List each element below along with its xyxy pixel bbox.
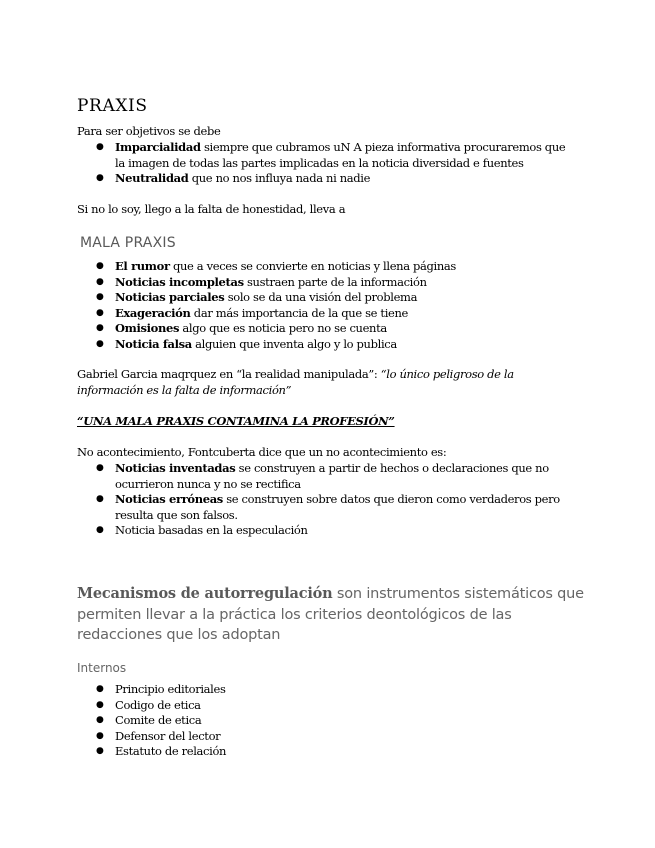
bullet-icon: ●: [96, 494, 104, 504]
bullet-icon: ●: [96, 307, 104, 318]
bullet-icon: ●: [96, 338, 104, 349]
no-acontecimiento-intro: No acontecimiento, Fontcuberta dice que un no acontecimiento es:: [77, 445, 447, 459]
motto: “UNA MALA PRAXIS CONTAMINA LA PROFESIÓN”: [77, 414, 395, 428]
heading-mala-praxis: MALA PRAXIS: [80, 235, 176, 251]
list-item: [96, 698, 226, 714]
term: Noticia falsa: [115, 336, 192, 351]
bullet-icon: ●: [96, 525, 104, 535]
term: Exageración: [115, 305, 191, 320]
praxis-list: [96, 140, 575, 187]
term: Noticias incompletas: [115, 274, 244, 289]
mala-praxis-list: [96, 259, 456, 352]
term-description: dar más importancia de la que se tiene: [190, 305, 408, 320]
term: El rumor: [115, 259, 170, 273]
term-description: algo que es noticia pero no se cuenta: [179, 321, 387, 335]
term: Neutralidad: [115, 171, 189, 185]
marquez-quote: [77, 367, 582, 398]
bullet-icon: ●: [96, 292, 104, 302]
term: Omisiones: [115, 321, 180, 335]
list-item-text: Estatuto de relación: [115, 744, 227, 758]
term: Noticias inventadas: [115, 461, 236, 475]
mecanismos-title: Mecanismos de autorregulación: [77, 585, 333, 602]
term-description: sustraen parte de la información: [243, 274, 427, 289]
term-description: solo se da una visión del problema: [224, 290, 418, 304]
quote-text: “lo único peligroso de la información es la falta de información”: [77, 367, 514, 397]
list-item-text: Principio editoriales: [115, 682, 226, 696]
list-item: [96, 492, 585, 523]
list-item: [96, 321, 456, 337]
term: Noticias erróneas: [115, 492, 223, 506]
bullet-icon: ●: [96, 261, 104, 271]
internos-heading: Internos: [77, 661, 127, 675]
mecanismos-paragraph: [77, 584, 597, 646]
bullet-icon: ●: [96, 699, 104, 710]
bullet-icon: ●: [96, 715, 104, 725]
list-item-text: Codigo de etica: [115, 697, 201, 712]
bullet-icon: ●: [96, 730, 104, 741]
no-acontecimiento-list: [96, 461, 585, 539]
list-item: [96, 140, 575, 171]
bullet-icon: ●: [96, 746, 104, 756]
list-item-text: Comite de etica: [115, 713, 202, 727]
term-description: se construyen sobre datos que dieron como verdaderos pero resulta que son falsos.: [115, 492, 560, 522]
list-item: [96, 682, 226, 698]
list-item: [96, 290, 456, 306]
term-description: siempre que cubramos uN A pieza informativa procuraremos que la imagen de todas las partes implicadas en la noticia diversidad e fuentes: [115, 140, 566, 170]
praxis-conclusion: Si no lo soy, llego a la falta de honestidad, lleva a: [77, 202, 346, 216]
list-item-text: Defensor del lector: [115, 728, 221, 743]
bullet-icon: ●: [96, 142, 104, 152]
quote-source: Gabriel Garcia maqrquez en “la realidad manipulada”:: [77, 367, 378, 381]
list-item: [96, 306, 456, 322]
list-item: [96, 523, 585, 539]
bullet-icon: ●: [96, 276, 104, 287]
term-description: que a veces se convierte en noticias y llena páginas: [169, 259, 456, 273]
term: Imparcialidad: [115, 140, 201, 154]
bullet-icon: ●: [96, 684, 104, 694]
list-item: [96, 337, 456, 353]
mecanismos-text: son instrumentos sistemáticos que permiten llevar a la práctica los criterios deontológicos de las redacciones que los adoptan: [77, 586, 584, 643]
term-description: alguien que inventa algo y lo publica: [191, 336, 397, 351]
list-item: [96, 744, 226, 760]
term-description: Noticia basadas en la especulación: [115, 523, 308, 537]
term-description: que no nos influya nada ni nadie: [188, 171, 371, 185]
list-item: [96, 259, 456, 275]
term: Noticias parciales: [115, 290, 225, 304]
list-item: [96, 729, 226, 745]
list-item: [96, 275, 456, 291]
list-item: [96, 713, 226, 729]
internos-list: [96, 682, 226, 760]
list-item: [96, 461, 585, 492]
bullet-icon: ●: [96, 463, 104, 473]
bullet-icon: ●: [96, 323, 104, 333]
bullet-icon: ●: [96, 173, 104, 183]
list-item: [96, 171, 575, 187]
praxis-intro: Para ser objetivos se debe: [77, 124, 221, 138]
term-description: se construyen a partir de hechos o declaraciones que no ocurrieron nunca y no se rectifica: [115, 461, 549, 491]
heading-praxis: PRAXIS: [77, 96, 148, 116]
